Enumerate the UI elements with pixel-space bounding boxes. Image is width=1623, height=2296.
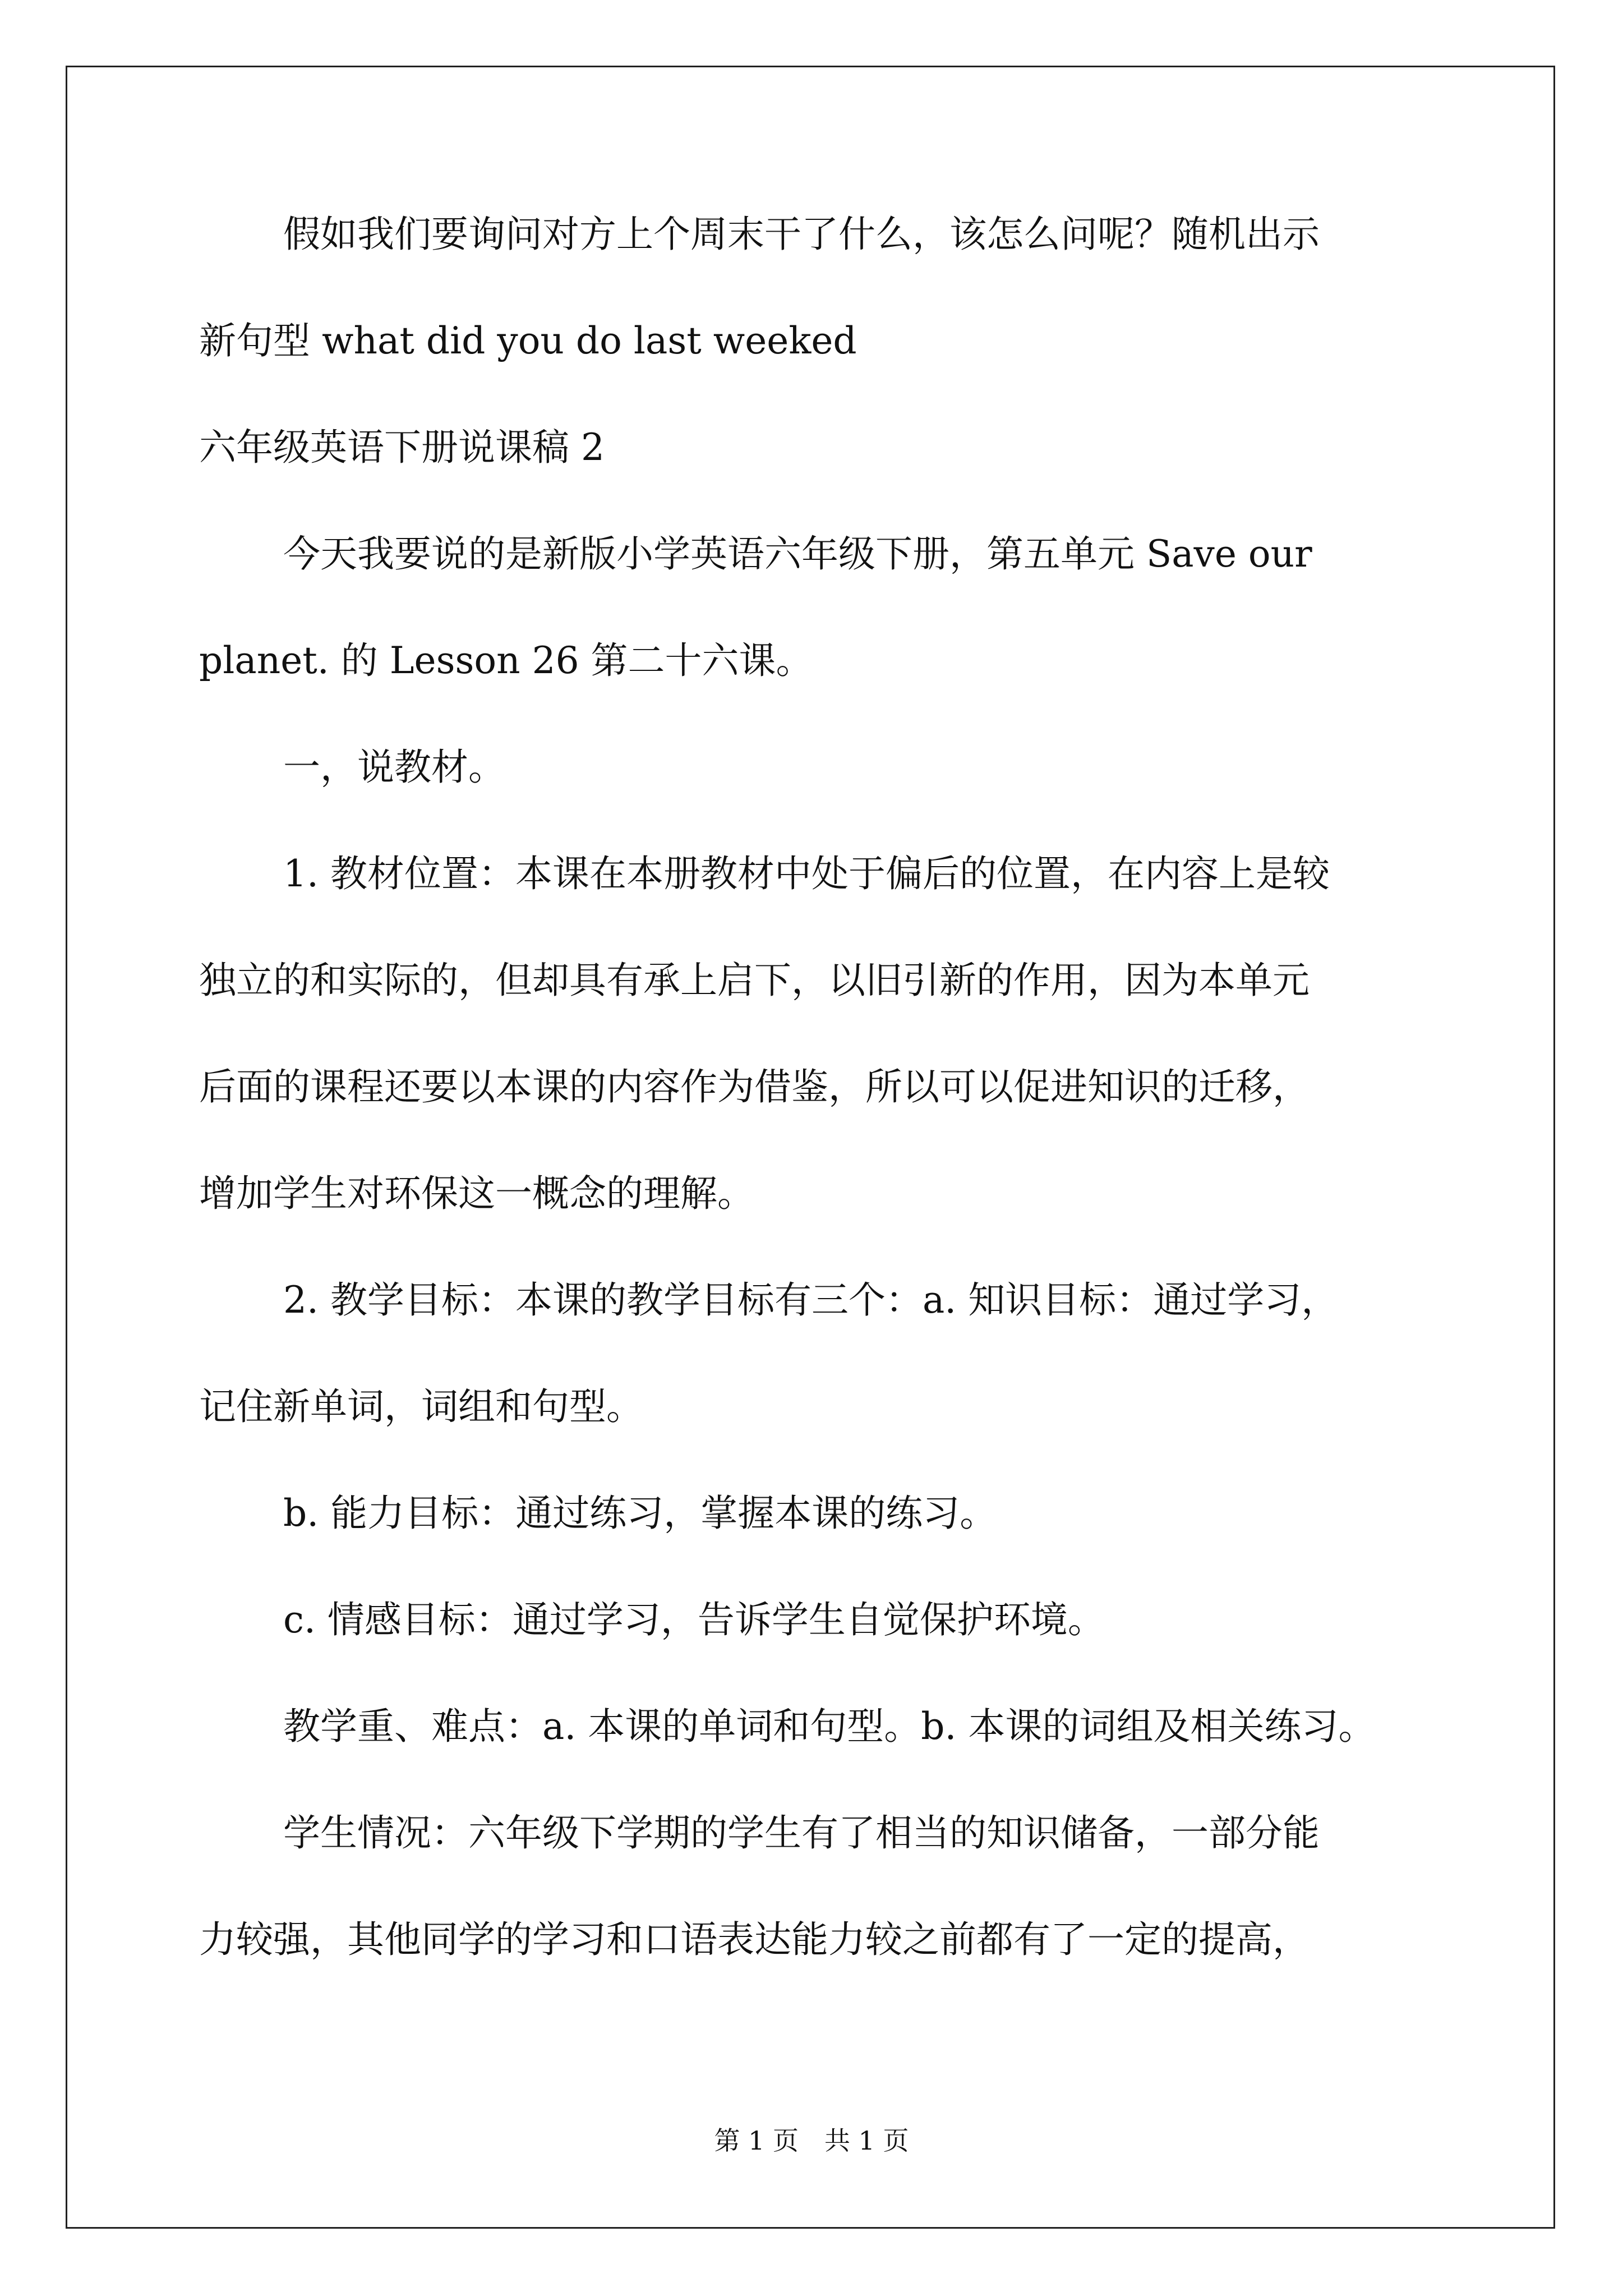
paragraph-line: b. 能力目标：通过练习，掌握本课的练习。 [283, 1492, 997, 1535]
page-footer: 第 1 页 共 1 页 [714, 2125, 909, 2156]
paragraph-line: c. 情感目标：通过学习，告诉学生自觉保护环境。 [283, 1598, 1105, 1641]
page-border [66, 66, 1555, 2229]
paragraph-line: 学生情况：六年级下学期的学生有了相当的知识储备，一部分能 [283, 1811, 1320, 1855]
paragraph-line: 一，说教材。 [283, 746, 505, 789]
paragraph-line: 新句型 what did you do last weeked [199, 319, 857, 362]
section-heading: 六年级英语下册说课稿 2 [199, 426, 605, 469]
paragraph-line: 力较强，其他同学的学习和口语表达能力较之前都有了一定的提高， [199, 1918, 1310, 1961]
paragraph-line: 假如我们要询问对方上个周末干了什么，该怎么问呢？随机出示 [283, 213, 1320, 256]
paragraph-line: planet. 的 Lesson 26 第二十六课。 [199, 639, 813, 682]
paragraph-line: 1. 教材位置：本课在本册教材中处于偏后的位置，在内容上是较 [283, 852, 1330, 895]
paragraph-line: 增加学生对环保这一概念的理解。 [199, 1172, 754, 1215]
paragraph-line: 2. 教学目标：本课的教学目标有三个：a. 知识目标：通过学习， [283, 1278, 1339, 1322]
paragraph-line: 记住新单词，词组和句型。 [199, 1385, 643, 1428]
paragraph-line: 后面的课程还要以本课的内容作为借鉴，所以可以促进知识的迁移， [199, 1065, 1310, 1108]
paragraph-line: 独立的和实际的，但却具有承上启下，以旧引新的作用，因为本单元 [199, 959, 1310, 1002]
paragraph-line: 教学重、难点：a. 本课的单词和句型。b. 本课的词组及相关练习。 [283, 1705, 1376, 1748]
paragraph-line: 今天我要说的是新版小学英语六年级下册，第五单元 Save our [283, 532, 1312, 576]
